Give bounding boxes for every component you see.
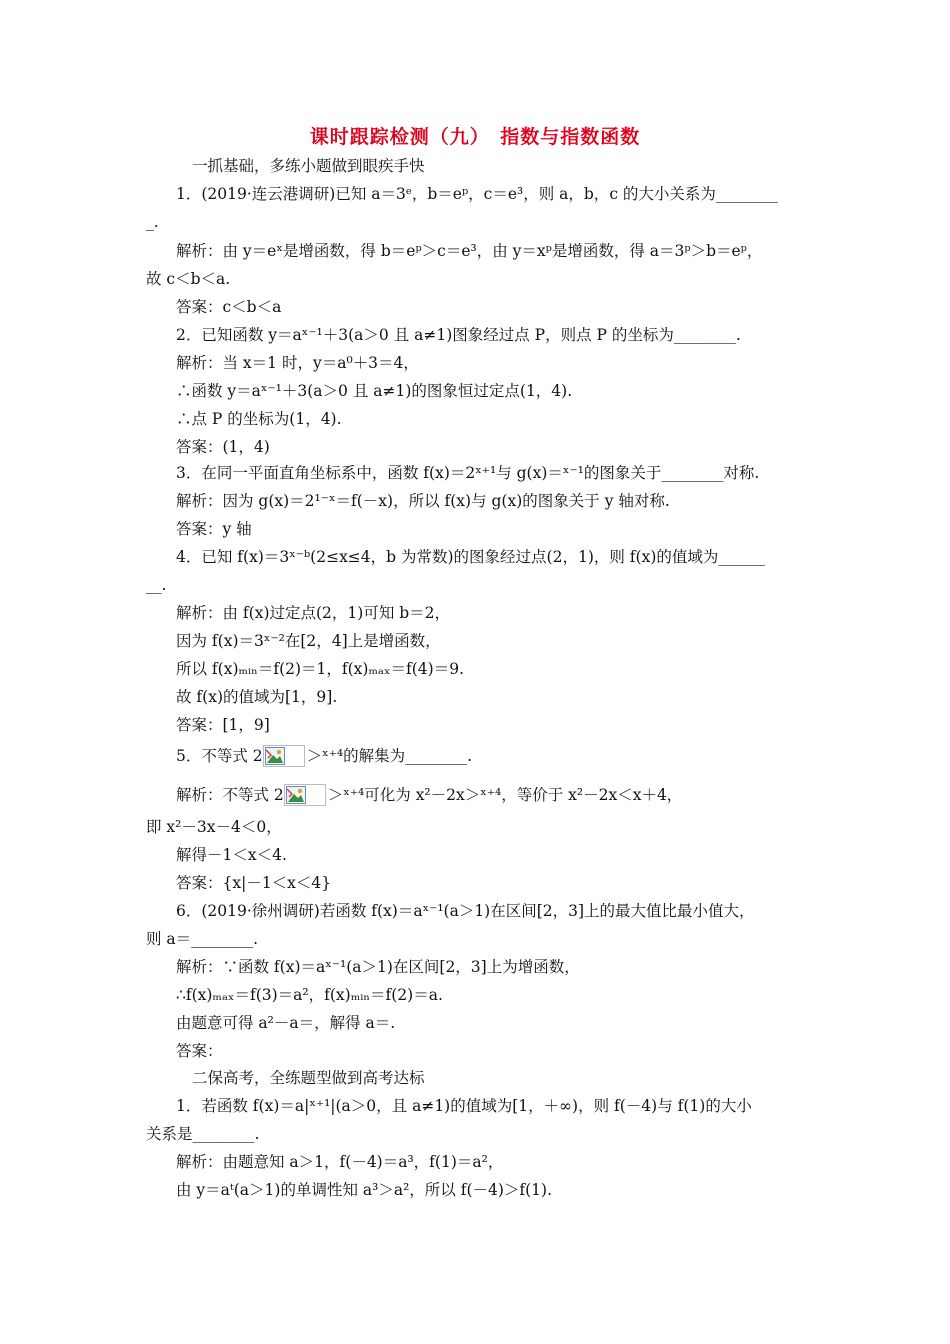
question-4-cont: __.	[146, 576, 167, 594]
solution-5-line-2: 即 x²－3x－4＜0，	[146, 818, 282, 836]
solution-2-line-2: ∴函数 y＝aˣ⁻¹＋3(a＞0 且 a≠1)的图象恒过定点(1，4).	[176, 382, 573, 400]
solution-5-end: ＞ˣ⁺⁴可化为 x²－2x＞ˣ⁺⁴，等价于 x²－2x＜x＋4，	[327, 786, 683, 804]
solution-4-line-3: 所以 f(x)ₘᵢₙ＝f(2)＝1，f(x)ₘₐₓ＝f(4)＝9.	[176, 660, 464, 678]
page-title: 课时跟踪检测（九） 指数与指数函数	[309, 126, 641, 148]
question-5	[176, 745, 472, 767]
broken-image-icon	[263, 745, 305, 767]
answer-3: 答案：y 轴	[176, 520, 252, 538]
solution-2: 解析：当 x＝1 时，y＝a⁰＋3＝4，	[176, 354, 419, 372]
section-heading-2: 二保高考，全练题型做到高考达标	[192, 1069, 425, 1087]
solution-b1: 解析：由题意知 a＞1，f(－4)＝a³，f(1)＝a²，	[176, 1153, 504, 1171]
solution-4: 解析：由 f(x)过定点(2，1)可知 b＝2，	[176, 604, 451, 622]
answer-1: 答案：c＜b＜a	[176, 298, 282, 316]
question-b1: 1．若函数 f(x)＝a|ˣ⁺¹|(a＞0，且 a≠1)的值域为[1，＋∞)，则 f(－4)与 f(1)的大小	[176, 1097, 752, 1115]
question-4: 4．已知 f(x)＝3ˣ⁻ᵇ(2≤x≤4，b 为常数)的图象经过点(2，1)，则 f(x)的值域为______	[176, 548, 765, 566]
question-1: 1．(2019·连云港调研)已知 a＝3ᵉ，b＝eᵖ，c＝e³，则 a，b，c 的大小关系为________	[176, 185, 778, 203]
answer-6: 答案：	[176, 1042, 223, 1060]
solution-3: 解析：因为 g(x)＝2¹⁻ˣ＝f(－x)，所以 f(x)与 g(x)的图象关于 y 轴对称.	[176, 492, 670, 510]
solution-5-line-3: 解得－1＜x＜4.	[176, 846, 287, 864]
question-2: 2．已知函数 y＝aˣ⁻¹＋3(a＞0 且 a≠1)图象经过点 P，则点 P 的坐标为________.	[176, 326, 741, 344]
question-1-cont: _.	[146, 213, 159, 231]
question-6-cont: 则 a＝________.	[146, 930, 259, 948]
solution-b1-line-2: 由 y＝aᵗ(a＞1)的单调性知 a³＞a²，所以 f(－4)＞f(1).	[176, 1181, 553, 1199]
solution-4-line-4: 故 f(x)的值域为[1，9].	[176, 688, 338, 706]
solution-1-cont: 故 c＜b＜a.	[146, 270, 231, 288]
answer-5: 答案：{x|－1＜x＜4}	[176, 874, 332, 892]
question-3: 3．在同一平面直角坐标系中，函数 f(x)＝2ˣ⁺¹与 g(x)＝ˣ⁻¹的图象关于________对称.	[176, 464, 760, 482]
solution-6: 解析：∵函数 f(x)＝aˣ⁻¹(a＞1)在区间[2，3]上为增函数，	[176, 958, 580, 976]
solution-5	[176, 784, 682, 806]
question-b1-cont: 关系是________.	[146, 1125, 260, 1143]
question-6: 6．(2019·徐州调研)若函数 f(x)＝aˣ⁻¹(a＞1)在区间[2，3]上的最大值比最小值大，	[176, 902, 755, 920]
solution-5-start: 解析：不等式 2	[176, 786, 284, 804]
question-5-end: ＞ˣ⁺⁴的解集为________.	[306, 747, 473, 765]
solution-1: 解析：由 y＝eˣ是增函数，得 b＝eᵖ＞c＝e³，由 y＝xᵖ是增函数，得 a＝3ᵖ＞b＝eᵖ，	[176, 242, 763, 260]
solution-2-line-3: ∴点 P 的坐标为(1，4).	[176, 410, 342, 428]
question-5-start: 5．不等式 2	[176, 747, 263, 765]
broken-image-icon	[284, 784, 326, 806]
answer-4: 答案：[1，9]	[176, 716, 270, 734]
answer-2: 答案：(1，4)	[176, 438, 270, 456]
section-heading-1: 一抓基础，多练小题做到眼疾手快	[192, 157, 425, 175]
solution-6-line-3: 由题意可得 a²－a＝，解得 a＝.	[176, 1014, 396, 1032]
solution-6-line-2: ∴f(x)ₘₐₓ＝f(3)＝a²，f(x)ₘᵢₙ＝f(2)＝a.	[176, 986, 443, 1004]
solution-4-line-2: 因为 f(x)＝3ˣ⁻²在[2，4]上是增函数，	[176, 632, 441, 650]
